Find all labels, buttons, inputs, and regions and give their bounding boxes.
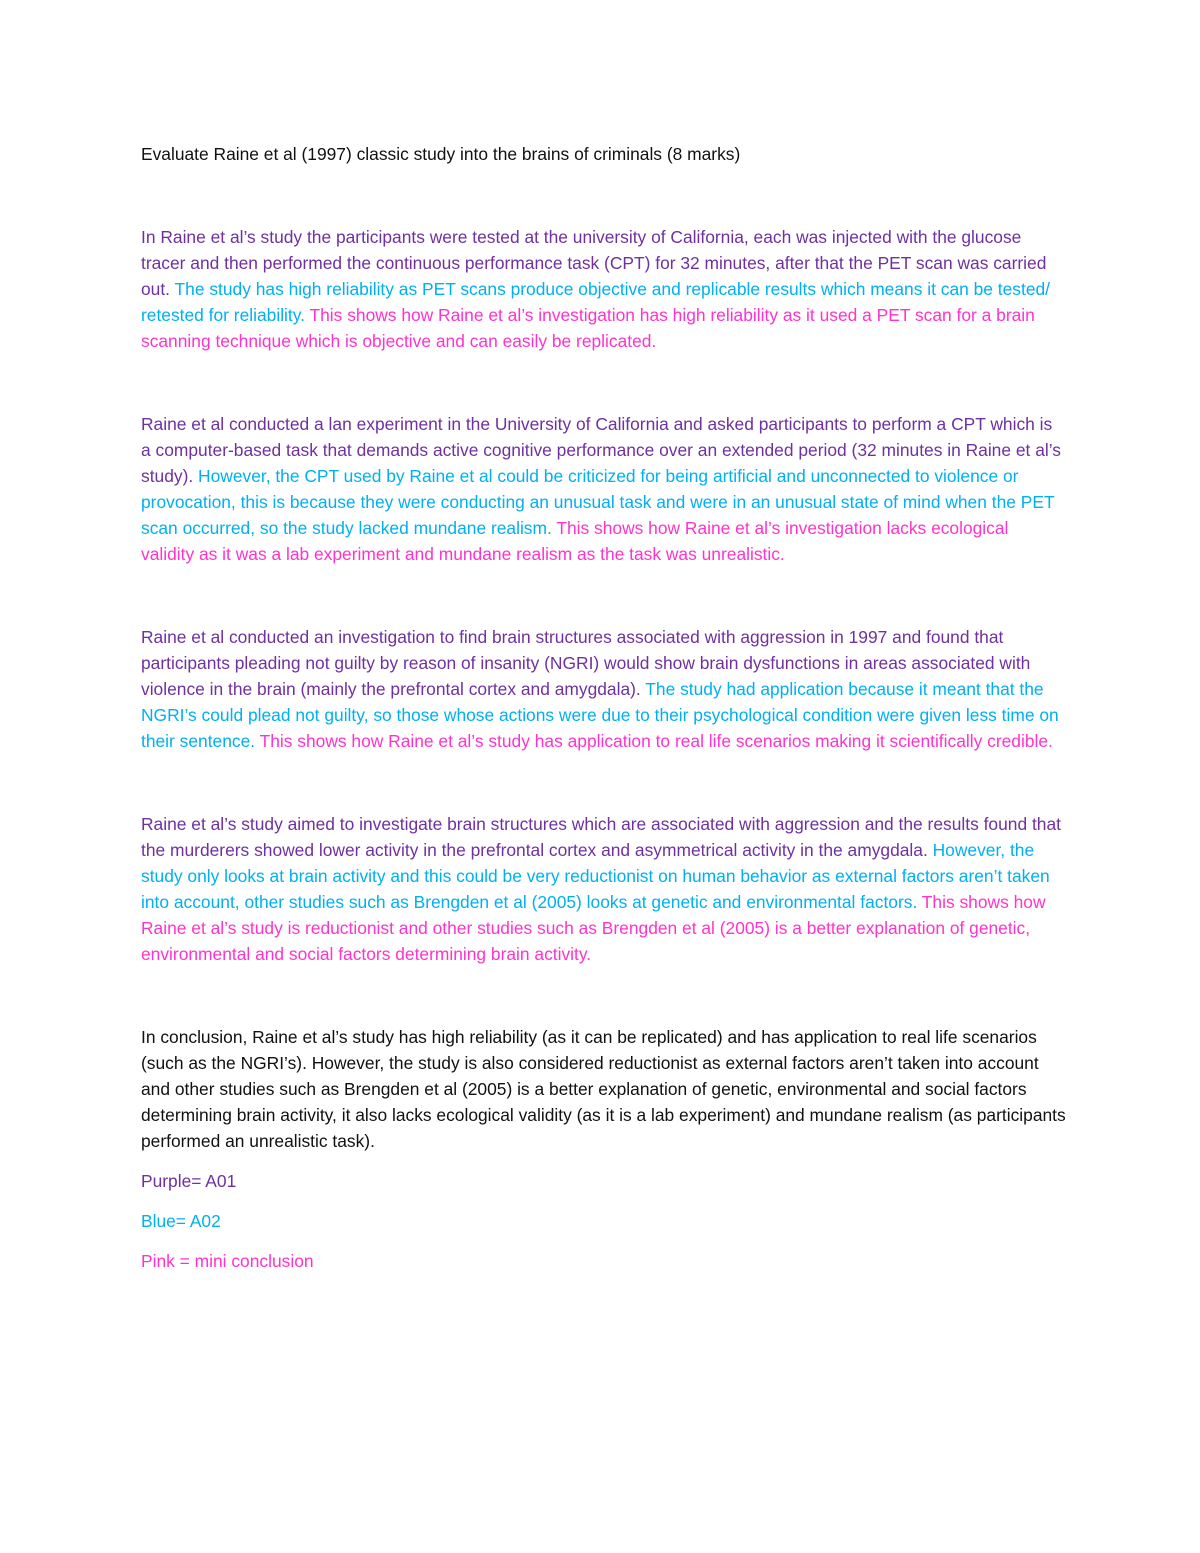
mini-conclusion-text: This shows how Raine et al’s study has application to real life scenarios making it scientifically credible. xyxy=(259,731,1053,751)
a01-text: In Raine et al’s study the participants were tested at the university of California, each was injected with the glucose tracer and then performed the continuous performance task (CPT) for 32 minutes, after that the PET scan was carried out. xyxy=(141,227,1047,299)
a02-text: However, the CPT used by Raine et al could be criticized for being artificial and unconnected to violence or provocation, this is because they were conducting an unusual task and were in an unusual state of mind when the PET scan occurred, so the study lacked mundane realism. xyxy=(141,466,1055,538)
a02-text: However, the study only looks at brain activity and this could be very reductionist on human behavior as external factors aren’t taken into account, other studies such as Brengden et al (2005) looks at genetic and environmental factors. xyxy=(141,840,1050,912)
mini-conclusion-text: This shows how Raine et al’s investigation has high reliability as it used a PET scan for a brain scanning technique which is objective and can easily be replicated. xyxy=(141,305,1035,351)
a01-text: Raine et al conducted a lan experiment in the University of California and asked participants to perform a CPT which is a computer-based task that demands active cognitive performance over an extended period (32 minutes in Raine et al’s study). xyxy=(141,414,1061,486)
paragraph-reductionism xyxy=(141,811,1066,967)
paragraph-application xyxy=(141,624,1066,754)
essay-question: Evaluate Raine et al (1997) classic study into the brains of criminals (8 marks) xyxy=(141,144,741,164)
paragraph-reliability xyxy=(141,224,1066,354)
a02-text: The study has high reliability as PET scans produce objective and replicable results which means it can be tested/ retested for reliability. xyxy=(141,279,1051,325)
mini-conclusion-text: This shows how Raine et al’s investigation lacks ecological validity as it was a lab experiment and mundane realism as the task was unrealistic. xyxy=(141,518,1009,564)
a01-text: Raine et al’s study aimed to investigate brain structures which are associated with aggression and the results found that the murderers showed lower activity in the prefrontal cortex and asymmetrical activity in the amygdala. xyxy=(141,814,1061,860)
legend-blue: Blue= A02 xyxy=(141,1211,221,1231)
mini-conclusion-text: This shows how Raine et al’s study is reductionist and other studies such as Brengden et al (2005) is a better explanation of genetic, environmental and social factors determining brain activity. xyxy=(141,892,1046,964)
paragraph-ecological-validity xyxy=(141,411,1066,567)
document-page xyxy=(141,141,1066,1274)
a01-text: Raine et al conducted an investigation to find brain structures associated with aggression in 1997 and found that participants pleading not guilty by reason of insanity (NGRI) would show brain dysfunctions in areas associated with violence in the brain (mainly the prefrontal cortex and amygdala). xyxy=(141,627,1031,699)
a02-text: The study had application because it meant that the NGRI’s could plead not guilty, so those whose actions were due to their psychological condition were given less time on their sentence. xyxy=(141,679,1059,751)
paragraph-conclusion: In conclusion, Raine et al’s study has high reliability (as it can be replicated) and has application to real life scenarios (such as the NGRI’s). However, the study is also considered reductionist as external factors aren’t taken into account and other studies such as Brengden et al (2005) is a better explanation of genetic, environmental and social factors determining brain activity, it also lacks ecological validity (as it is a lab experiment) and mundane realism (as participants performed an unrealistic task). xyxy=(141,1027,1066,1151)
legend-purple: Purple= A01 xyxy=(141,1171,237,1191)
legend-pink: Pink = mini conclusion xyxy=(141,1251,314,1271)
